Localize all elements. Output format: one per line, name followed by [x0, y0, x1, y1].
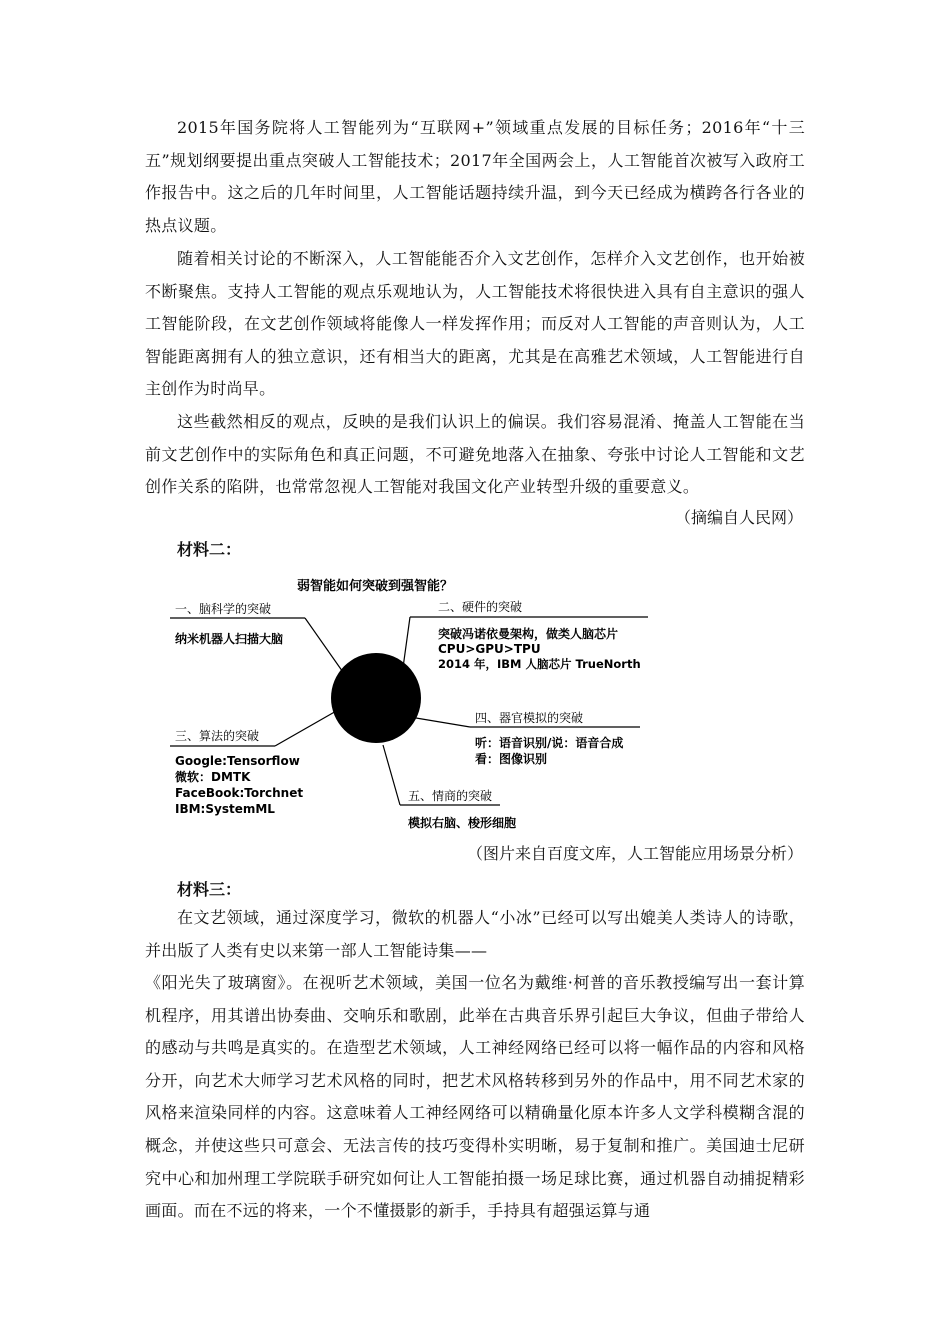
branch4-label: 四、器官模拟的突破 — [475, 711, 584, 725]
material1-source: （摘编自人民网） — [674, 508, 803, 527]
material3-paragraph-1-continued: 《阳光失了玻璃窗》。在视听艺术领域，美国一位名为戴维·柯普的音乐教授编写出一套计算机程序，用其谱出协奏曲、交响乐和歌剧，此举在古典音乐界引起巨大争议，但曲子带给人的感动与共鸣是真实的。在造型艺术领域，人工神经网络已经可以将一幅作品的内容和风格分开，向艺术大师学习艺术风格的同时，把艺术风格转移到另外的作品中，用不同艺术家的风格来渲染同样的内容。这意味着人工神经网络可以精确量化原本许多人文学科模糊含混的概念，并使这些只可意会、无法言传的技巧变得朴实明晰，易于复制和推广。美国迪士尼研究中心和加州理工学院联手研究如何让人工智能拍摄一场足球比赛，通过机器自动捕捉精彩画面。而在不远的将来，一个不懂摄影的新手，手持具有超强运算与通 — [145, 973, 805, 1221]
diagram-title: 弱智能如何突破到强智能？ — [296, 579, 454, 594]
material1-paragraph-3: 这些截然相反的观点，反映的是我们认识上的偏误。我们容易混淆、掩盖人工智能在当前文艺创作中的实际角色和真正问题，不可避免地落入在抽象、夸张中讨论人工智能和文艺创作关系的陷阱，也常常忽视人工智能对我国文化产业转型升级的重要意义。 — [145, 412, 805, 497]
branch1-line-1: 纳米机器人扫描大脑 — [175, 632, 284, 646]
branch3-line-3: FaceBook:Torchnet — [175, 786, 304, 800]
diagram-center-node — [331, 653, 421, 743]
branch4-line-2: 看：图像识别 — [475, 752, 548, 766]
branch2-label: 二、硬件的突破 — [438, 600, 523, 614]
branch1-label: 一、脑科学的突破 — [175, 602, 272, 616]
material1-paragraph-1: 2015年国务院将人工智能列为“互联网+”领域重点发展的目标任务；2016年“十三五”规划纲要提出重点突破人工智能技术；2017年全国两会上，人工智能首次被写入政府工作报告中。这之后的几年时间里，人工智能话题持续升温，到今天已经成为横跨各行各业的热点议题。 — [145, 118, 805, 235]
branch5-label: 五、情商的突破 — [408, 789, 493, 803]
branch2-line-1: 突破冯诺依曼架构，做类人脑芯片 — [438, 627, 619, 641]
branch4-line-1: 听：语音识别/说：语音合成 — [475, 736, 624, 750]
branch3-label: 三、算法的突破 — [175, 729, 260, 743]
branch5-line-1: 模拟右脑、梭形细胞 — [408, 816, 517, 830]
material3-heading: 材料三： — [177, 880, 242, 899]
branch2-line-3: 2014 年，IBM 人脑芯片 TrueNorth — [438, 657, 641, 671]
branch2-line-2: CPU>GPU>TPU — [438, 642, 541, 656]
branch3-line-1: Google:Tensorflow — [175, 754, 300, 768]
mind-map-diagram — [170, 570, 650, 835]
material2-source: （图片来自百度文库，人工智能应用场景分析） — [466, 844, 803, 863]
material2-heading: 材料二： — [177, 540, 242, 559]
material3-paragraph-1: 在文艺领域，通过深度学习，微软的机器人“小冰”已经可以写出媲美人类诗人的诗歌，并出版了人类有史以来第一部人工智能诗集—— — [145, 908, 805, 960]
branch3-line-4: IBM:SystemML — [175, 802, 275, 816]
branch3-line-2: 微软：DMTK — [175, 770, 251, 784]
material1-paragraph-2: 随着相关讨论的不断深入，人工智能能否介入文艺创作，怎样介入文艺创作，也开始被不断聚焦。支持人工智能的观点乐观地认为，人工智能技术将很快进入具有自主意识的强人工智能阶段，在文艺创作领域将能像人一样发挥作用；而反对人工智能的声音则认为，人工智能距离拥有人的独立意识，还有相当大的距离，尤其是在高雅艺术领域，人工智能进行自主创作为时尚早。 — [145, 249, 805, 399]
